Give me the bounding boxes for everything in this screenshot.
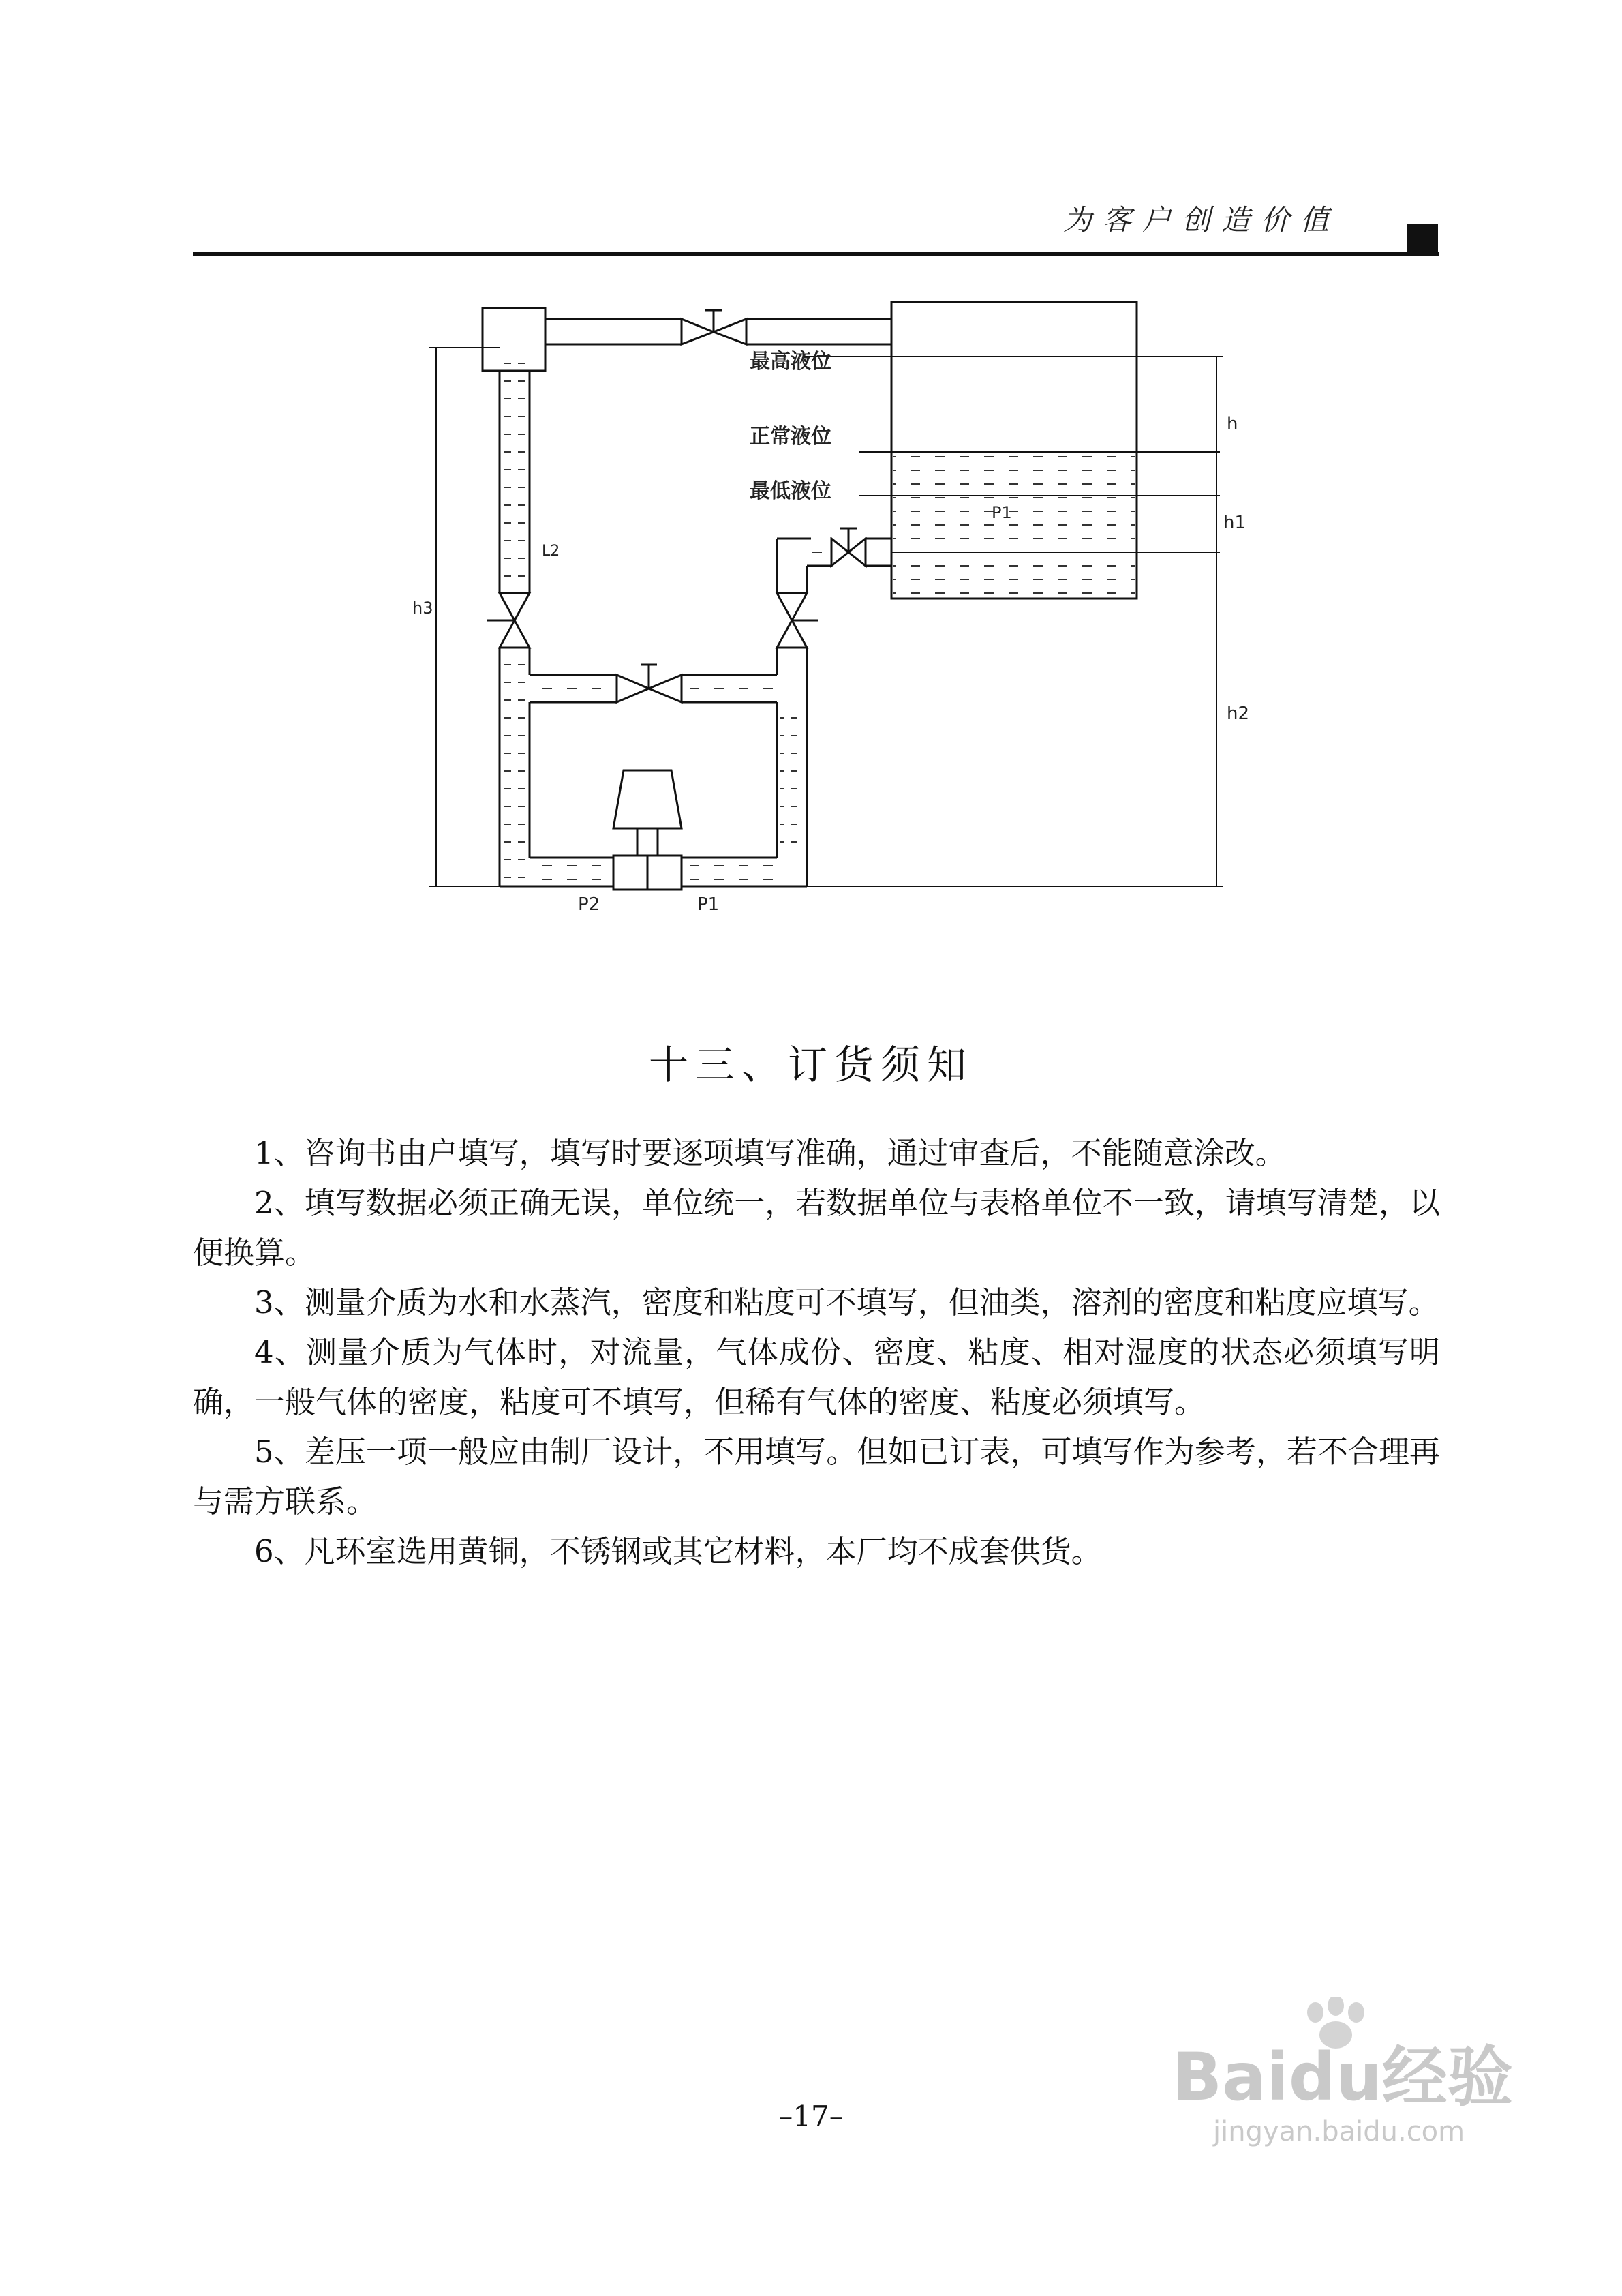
baidu-watermark (1165, 1997, 1547, 2154)
left-valve (487, 593, 530, 648)
label-normal-level: 正常液位 (750, 425, 831, 449)
label-lowest-level: 最低液位 (750, 479, 831, 503)
section-title: 十三、订货须知 (648, 1042, 973, 1088)
order-notes (193, 1128, 1440, 1576)
watermark-url: jingyan.baidu.com (1213, 2116, 1465, 2147)
tank-valve (831, 528, 866, 566)
page-number: –17– (778, 2100, 844, 2133)
right-valve (777, 593, 818, 648)
note-item: 2、填写数据必须正确无误，单位统一，若数据单位与表格单位不一致，请填写清楚，以便换算。 (193, 1185, 1440, 1271)
watermark-brand: Baidu经验 (1172, 2039, 1513, 2115)
level-measurement-diagram (0, 0, 1622, 968)
label-p1-tank: P1 (992, 503, 1012, 522)
note-item: 4、测量介质为气体时，对流量，气体成份、密度、粘度、相对湿度的状态必须填写明确，一般气体的密度，粘度可不填写，但稀有气体的密度、粘度必须填写。 (193, 1334, 1440, 1420)
note-item: 6、凡环室选用黄铜，不锈钢或其它材料，本厂均不成套供货。 (254, 1533, 1102, 1569)
label-p1: P1 (697, 894, 720, 915)
label-h3: h3 (412, 599, 433, 618)
label-highest-level: 最高液位 (750, 350, 831, 374)
top-valve (682, 310, 746, 344)
header-slogan: 为客户创造价值 (1063, 203, 1341, 237)
label-h1: h1 (1223, 513, 1246, 533)
label-h2: h2 (1227, 704, 1250, 724)
note-item: 5、差压一项一般应由制厂设计，不用填写。但如已订表，可填写作为参考，若不合理再与需方联系。 (193, 1434, 1440, 1520)
label-p2: P2 (578, 894, 600, 915)
label-h: h (1227, 414, 1238, 434)
transmitter-head (613, 770, 682, 828)
balance-valve (617, 665, 682, 702)
note-item: 1、咨询书由户填写，填写时要逐项填写准确，通过审查后，不能随意涂改。 (254, 1135, 1286, 1171)
label-l2: L2 (542, 543, 560, 560)
note-item: 3、测量介质为水和水蒸汽，密度和粘度可不填写，但油类，溶剂的密度和粘度应填写。 (254, 1284, 1439, 1320)
